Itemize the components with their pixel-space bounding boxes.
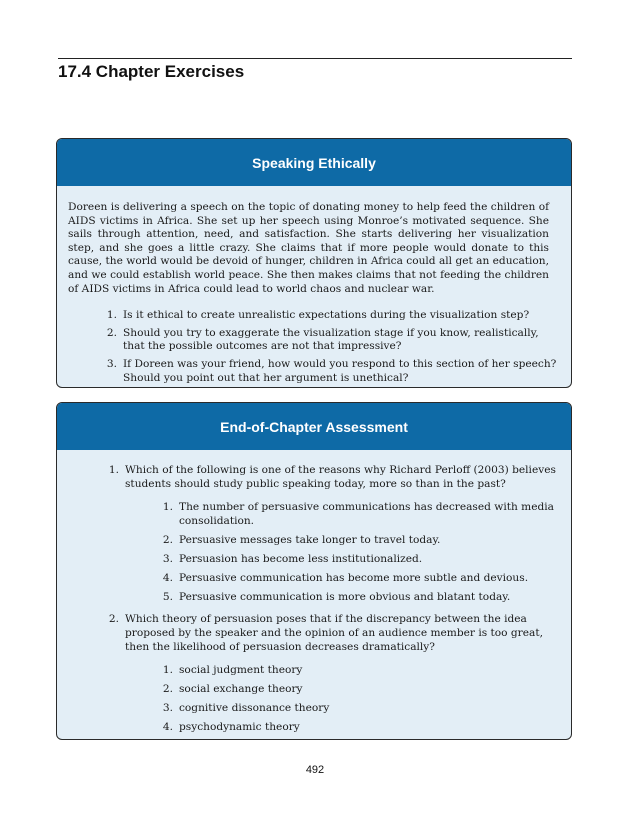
list-item: 3. If Doreen was your friend, how would you respond to this section of her speech? Should you point out that her argument is unethical? bbox=[106, 357, 557, 384]
ethics-question-list bbox=[97, 309, 557, 385]
scenario-paragraph: Doreen is delivering a speech on the topic of donating money to help feed the children of AIDS victims in Africa. She set up her speech using Monroe’s motivated sequence. She sails through attention, need, and satisfaction. She starts delivering her visualization step, and she goes a little crazy. She claims that if more people would donate to this cause, the world would be devoid of hunger, children in Africa could all get an education, and we could establish world peace. She then makes claims that not feeding the children of AIDS victims in Africa could lead to world chaos and nuclear war. bbox=[68, 201, 549, 295]
list-item: 2. social exchange theory bbox=[162, 683, 303, 696]
list-item: 2. Which theory of persuasion poses that if the discrepancy between the idea proposed by the speaker and the opinion of an audience member is too great, then the likelihood of persuasion decreases dramatically? 1. social judgment theory 2. social exchange theory 3. cognitive dissonance theory 4. psychodynamic theory bbox=[99, 613, 557, 734]
assessment-question-list bbox=[99, 464, 557, 735]
question-text: Which theory of persuasion poses that if the discrepancy between the idea proposed by the speaker and the opinion of an audience member is too great, then the likelihood of persuasion decreases dramatically? bbox=[125, 613, 543, 653]
list-item: 1. social judgment theory bbox=[162, 664, 303, 677]
page-number: 492 bbox=[305, 764, 325, 776]
list-item: 1. Is it ethical to create unrealistic expectations during the visualization step? bbox=[106, 309, 530, 322]
answer-options bbox=[153, 664, 557, 735]
list-item: 4. Persuasive communication has become more subtle and devious. bbox=[162, 571, 529, 584]
list-item: 2. Should you try to exaggerate the visualization stage if you know, realistically, that the possible outcomes are not that impressive? bbox=[106, 326, 539, 353]
answer-options bbox=[153, 501, 557, 604]
top-rule bbox=[58, 58, 572, 59]
list-item: 1. The number of persuasive communications has decreased with media consolidation. bbox=[162, 501, 554, 527]
list-item: 3. Persuasion has become less institutionalized. bbox=[162, 552, 423, 565]
list-item: 3. cognitive dissonance theory bbox=[162, 702, 330, 715]
list-item: 2. Persuasive messages take longer to travel today. bbox=[162, 533, 441, 546]
speaking-ethically-box bbox=[56, 138, 572, 388]
section-title: 17.4 Chapter Exercises bbox=[58, 62, 245, 81]
assessment-box bbox=[56, 402, 572, 740]
assessment-header: End-of-Chapter Assessment bbox=[57, 403, 571, 450]
speaking-ethically-header: Speaking Ethically bbox=[57, 139, 571, 186]
list-item: 4. psychodynamic theory bbox=[162, 721, 300, 734]
list-item: 5. Persuasive communication is more obvious and blatant today. bbox=[162, 590, 511, 603]
question-text: Which of the following is one of the reasons why Richard Perloff (2003) believes students should study public speaking today, more so than in the past? bbox=[125, 464, 556, 490]
list-item: 1. Which of the following is one of the reasons why Richard Perloff (2003) believes students should study public speaking today, more so than in the past? 1. The number of persuasive communications has decreased with media consolidation. 2. Persuasive messages take longer to travel today. 3. Persuasion has become less institutionalized. 4. Persuasive communication has become more subtle and devious. 5. Persuasive communication is more obvious and blatant today. bbox=[108, 464, 556, 603]
